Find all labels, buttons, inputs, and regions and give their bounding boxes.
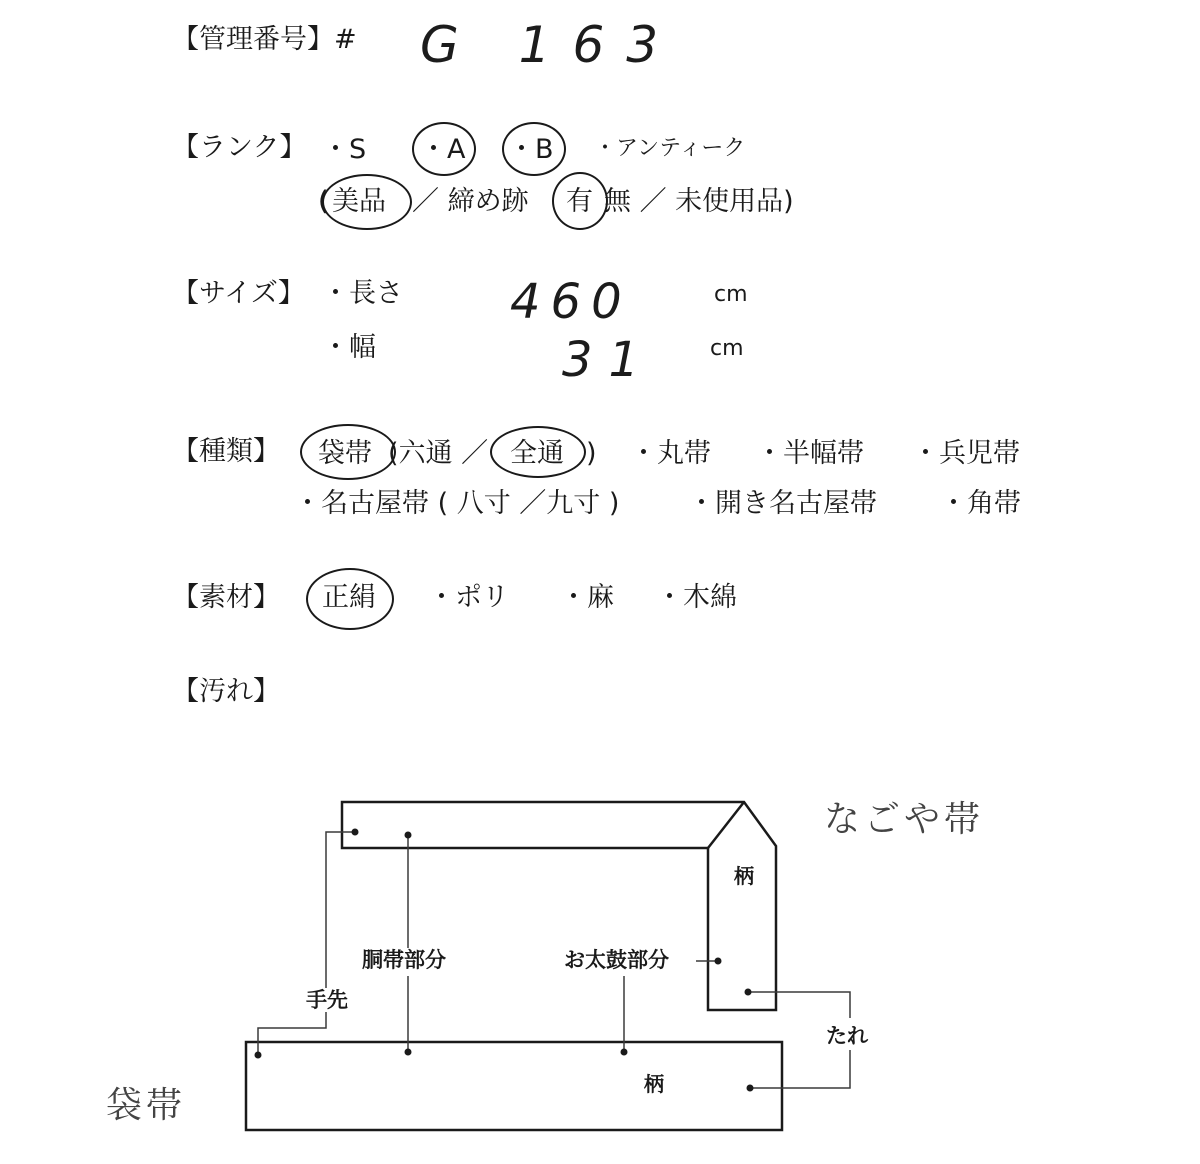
width-unit: cm [710, 336, 744, 361]
gara-bottom-label: 柄 [644, 1072, 664, 1096]
tare-line [748, 992, 850, 1018]
type-close: ) [586, 438, 597, 469]
rank-s: ・S [322, 134, 367, 165]
dot-tare-top [745, 989, 752, 996]
rank-a: ・A [420, 134, 466, 165]
tare-label: たれ [826, 1024, 868, 1048]
type-fukuro: 袋帯 [318, 438, 372, 469]
type-heko: ・兵児帯 [912, 438, 1020, 469]
length-label: ・長さ [322, 278, 403, 309]
gara-top-label: 柄 [734, 864, 754, 888]
nagoya-label: なごや帯 [824, 799, 985, 840]
rank-label: 【ランク】 [172, 132, 307, 163]
type-zentsu: 全通 [510, 438, 564, 469]
dot-tare-bottom [747, 1085, 754, 1092]
dot-otaiko-bottom [621, 1049, 628, 1056]
otaiko-label: お太鼓部分 [564, 948, 669, 972]
fukuro-outline [246, 1042, 782, 1130]
condition-mu: 無 ／ 未使用品) [604, 186, 794, 217]
material-label: 【素材】 [172, 582, 280, 613]
width-value: 31 [562, 332, 656, 388]
dot-tesaki-top [352, 829, 359, 836]
type-rokutsu: (六通 ／ [388, 438, 489, 469]
type-hanhaba: ・半幅帯 [756, 438, 864, 469]
fukuro-label: 袋帯 [106, 1085, 187, 1126]
condition-bihin: 美品 [332, 186, 386, 217]
type-hiraki: ・開き名古屋帯 [688, 488, 877, 519]
dot-tesaki-bottom [255, 1052, 262, 1059]
length-value: 460 [510, 274, 632, 330]
rank-antique: ・アンティーク [594, 136, 746, 161]
material-poly: ・ポリ [428, 582, 509, 613]
length-unit: cm [714, 282, 748, 307]
condition-sep1: ／ 締め跡 [412, 186, 529, 217]
tare-line-lower [750, 1050, 850, 1088]
kanri-label: 【管理番号】# [172, 24, 357, 55]
type-maru: ・丸帯 [630, 438, 711, 469]
nagoya-tip-outline [708, 802, 744, 848]
kanri-value: G 163 [420, 16, 681, 74]
dot-doobi-top [405, 832, 412, 839]
material-shoken: 正絹 [322, 582, 376, 613]
material-asa: ・麻 [560, 582, 614, 613]
type-kaku: ・角帯 [940, 488, 1021, 519]
material-momen: ・木綿 [656, 582, 737, 613]
rank-b: ・B [508, 134, 554, 165]
type-label: 【種類】 [172, 436, 280, 467]
tesaki-line [326, 832, 355, 988]
doobi-label: 胴帯部分 [362, 948, 446, 972]
condition-open: ( [318, 186, 329, 217]
type-nagoya: ・名古屋帯 ( 八寸 ／九寸 ) [294, 488, 620, 519]
dot-otaiko-top [715, 958, 722, 965]
size-label: 【サイズ】 [172, 278, 305, 309]
tesaki-label: 手先 [306, 988, 348, 1012]
width-label: ・幅 [322, 332, 376, 363]
condition-yu: 有 [566, 186, 593, 217]
tesaki-line-lower [258, 1012, 326, 1054]
dot-doobi-bottom [405, 1049, 412, 1056]
stain-label: 【汚れ】 [172, 676, 280, 707]
